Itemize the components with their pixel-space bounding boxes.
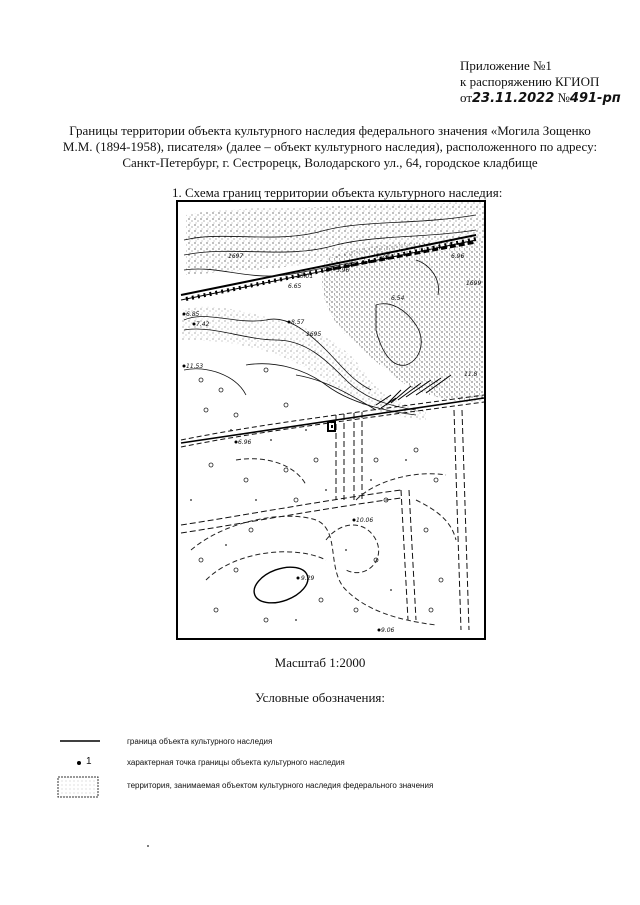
appendix-number-prefix: № bbox=[557, 90, 570, 105]
elevation-label: 1695 bbox=[306, 331, 322, 338]
elevation-label: 6.65 bbox=[288, 283, 302, 290]
elevation-label: 7.42 bbox=[196, 321, 210, 328]
elevation-label: 7.74 bbox=[376, 253, 390, 260]
appendix-line3 bbox=[460, 90, 621, 107]
document-title bbox=[40, 123, 620, 171]
elevation-label: 1697 bbox=[228, 253, 244, 260]
elevation-label: 10.06 bbox=[356, 517, 374, 524]
boundary-line-symbol bbox=[60, 738, 100, 744]
stray-mark bbox=[147, 845, 149, 847]
territory-symbol bbox=[57, 776, 99, 798]
elevation-label: 6.54 bbox=[391, 295, 405, 302]
elevation-label: 5.96 bbox=[336, 267, 350, 274]
elevation-label: 9.06 bbox=[381, 627, 395, 634]
appendix-date-prefix: от bbox=[460, 90, 473, 105]
elevation-label: 11.8 bbox=[464, 371, 478, 378]
title-line2: М.М. (1894-1958), писателя» (далее – объект культурного наследия), расположенного по адресу: bbox=[62, 139, 598, 154]
elevation-label: 11.53 bbox=[186, 363, 204, 370]
legend-title: Условные обозначения: bbox=[254, 690, 386, 705]
title-line1: Границы территории объекта культурного наследия федерального значения «Могила Зощенко bbox=[69, 123, 591, 138]
elevation-label: 8.57 bbox=[291, 319, 305, 326]
point-symbol bbox=[76, 760, 82, 766]
elevation-label: 9.29 bbox=[301, 575, 315, 582]
section-heading: 1. Схема границ территории объекта культурного наследия: bbox=[172, 185, 503, 200]
legend-item-point: характерная точка границы объекта культурного наследия bbox=[127, 758, 345, 767]
boundary-map bbox=[176, 200, 486, 640]
legend-item-territory: территория, занимаемая объектом культурного наследия федерального значения bbox=[127, 781, 434, 790]
elevation-label: 6.96 bbox=[238, 439, 252, 446]
appendix-line2: к распоряжению КГИОП bbox=[460, 74, 600, 89]
elevation-label: 10.01 bbox=[296, 273, 314, 280]
title-line3: Санкт-Петербург, г. Сестрорецк, Володарского ул., 64, городское кладбище bbox=[122, 155, 538, 170]
legend-item-boundary: граница объекта культурного наследия bbox=[127, 737, 273, 746]
elevation-label: 6.96 bbox=[451, 253, 465, 260]
elevation-label: 6.85 bbox=[186, 311, 200, 318]
elevation-label: 1699 bbox=[466, 280, 482, 287]
map-scale: Масштаб 1:2000 bbox=[274, 655, 366, 670]
appendix-line1: Приложение №1 bbox=[460, 58, 552, 73]
appendix-block bbox=[460, 58, 621, 107]
point-symbol-number: 1 bbox=[86, 756, 92, 767]
appendix-date: 23.11.2022 bbox=[472, 91, 555, 106]
appendix-number: 491-рп bbox=[569, 91, 621, 106]
